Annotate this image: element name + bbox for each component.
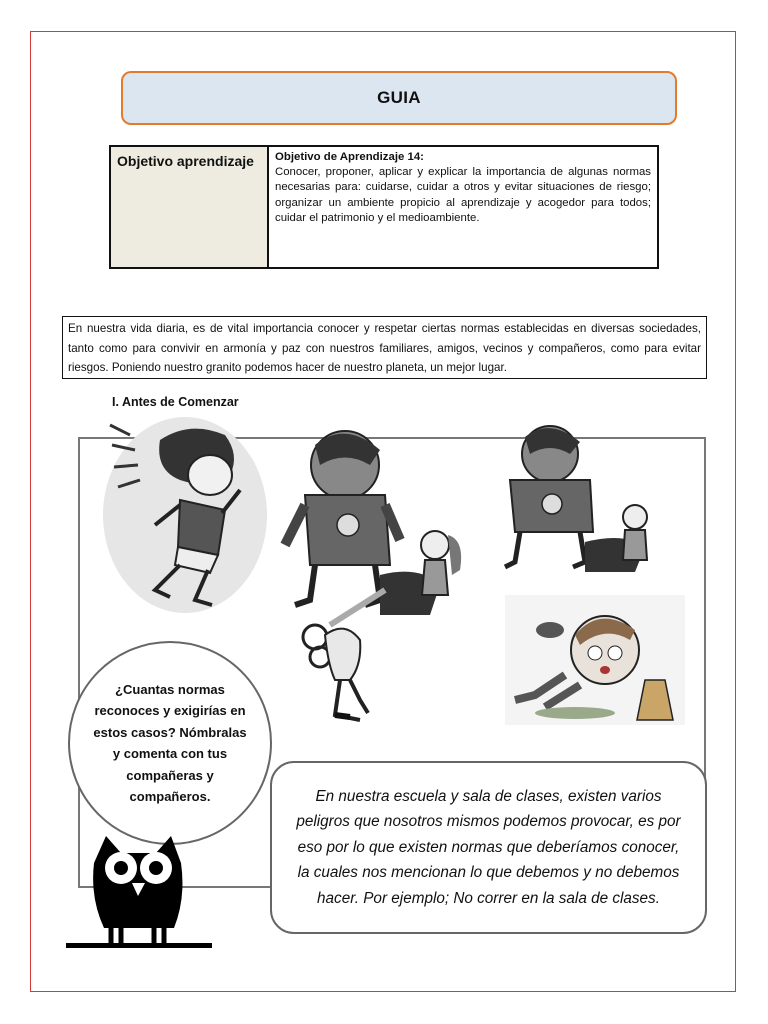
question-text: ¿Cuantas normas reconoces y exigirías en estos casos? Nómbralas y comenta con tus compañeras y compañeros. (93, 681, 247, 804)
owl-icon (66, 828, 212, 953)
objective-content (269, 147, 657, 267)
explanation-text: En nuestra escuela y sala de clases, existen varios peligros que nosotros mismos podemos provocar, es por eso por lo que existen normas que deberíamos conocer, la cuales nos mencionan lo que debemos y no debemos hacer. Por ejemplo; No correr en la sala de clases. (296, 787, 681, 907)
slipping-boy-illustration (505, 595, 685, 725)
page-title: GUIA (377, 88, 421, 107)
scissors-hand-illustration (290, 585, 400, 730)
objective-text: Conocer, proponer, aplicar y explicar la importancia de algunas normas necesarias para: cuidarse, cuidar a otros y evitar situaciones de riesgo; organizar un ambiente propicio al aprendizaje y acogedor para todos; cuidar el patrimonio y el medioambiente. (275, 166, 651, 224)
bully-illustration (485, 422, 670, 572)
objective-table (109, 145, 659, 269)
running-boy-illustration (100, 415, 270, 615)
intro-paragraph: En nuestra vida diaria, es de vital importancia conocer y respetar ciertas normas establecidas en diversas sociedades, tanto como para convivir en armonía y paz con nuestros familiares, amigos, vecinos y compañeros, como para evitar riesgos. Poniendo nuestro granito podemos hacer de nuestro planeta, un mejor lugar. (62, 316, 707, 379)
objective-heading: Objetivo de Aprendizaje 14: (275, 151, 424, 163)
question-bubble (68, 641, 272, 845)
explanation-box (270, 761, 707, 934)
objective-label: Objetivo aprendizaje (111, 147, 269, 267)
title-banner (121, 71, 677, 125)
section-title: I. Antes de Comenzar (112, 395, 239, 409)
